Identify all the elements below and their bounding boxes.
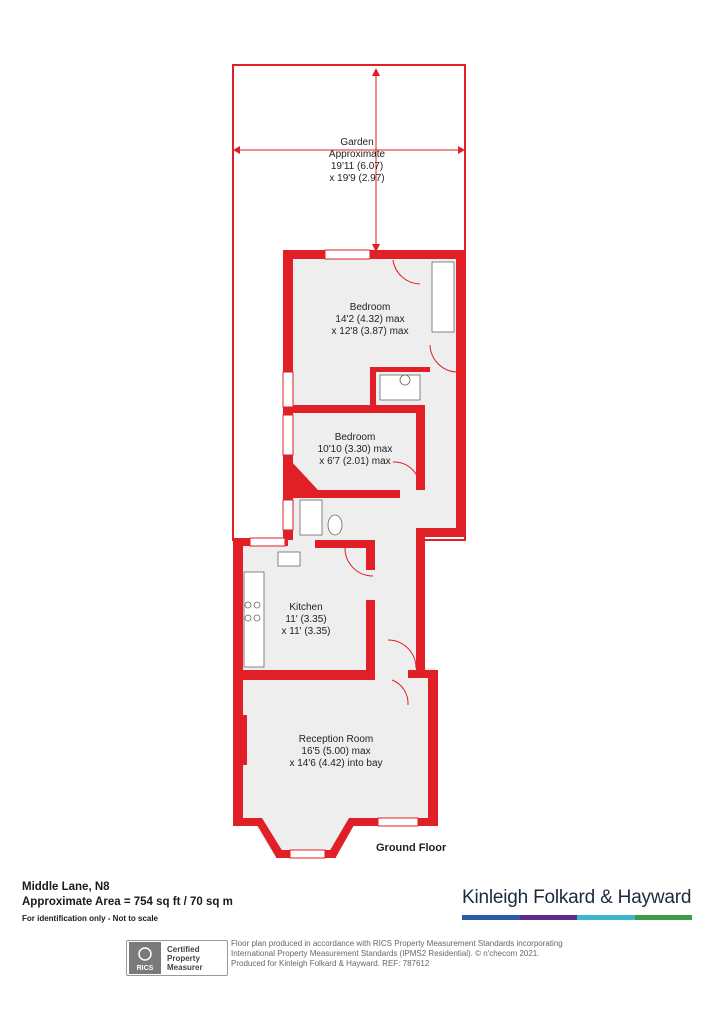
brand-bar-green — [635, 915, 693, 920]
brand-bar-cyan — [577, 915, 635, 920]
reception-dim-2: x 14'6 (4.42) into bay — [289, 758, 383, 769]
garden-dim-1: 19'11 (6.07) — [330, 161, 384, 172]
garden-name: Garden — [340, 137, 374, 148]
reception-name: Reception Room — [298, 734, 374, 745]
garden-dim-2: x 19'9 (2.97) — [329, 173, 385, 184]
bedroom2-dim-2: x 6'7 (2.01) max — [319, 456, 391, 467]
kitchen-name: Kitchen — [289, 602, 323, 613]
reception-label — [289, 734, 382, 769]
bedroom1-dim-1: 14'2 (4.32) max — [335, 314, 405, 325]
rics-logo-text: RICS — [136, 965, 154, 972]
garden-subtitle: Approximate — [328, 149, 386, 160]
kitchen-dim-2: x 11' (3.35) — [281, 626, 331, 637]
scale-disclaimer: For identification only - Not to scale — [22, 914, 159, 923]
reception-dim-1: 16'5 (5.00) max — [301, 746, 371, 757]
property-info — [22, 880, 342, 923]
rics-line-3: Measurer — [167, 962, 203, 972]
measurement-notice — [231, 939, 701, 969]
bedroom2-name: Bedroom — [334, 432, 376, 443]
notice-line-1: Floor plan produced in accordance with RICS Property Measurement Standards incorporating — [231, 939, 563, 948]
rics-logo — [129, 942, 161, 974]
bedroom1-dim-2: x 12'8 (3.87) max — [331, 326, 409, 337]
bedroom2-dim-1: 10'10 (3.30) max — [317, 444, 393, 455]
rics-badge-text — [167, 945, 203, 972]
brand-block — [462, 887, 692, 920]
rics-line-2: Property — [167, 953, 200, 963]
kitchen-dim-1: 11' (3.35) — [285, 614, 327, 625]
rics-line-1: Certified — [167, 944, 200, 954]
rics-certification-badge — [126, 940, 228, 976]
floor-label: Ground Floor — [376, 842, 447, 854]
brand-name: Kinleigh Folkard & Hayward — [462, 887, 692, 908]
property-area: Approximate Area = 754 sq ft / 70 sq m — [22, 896, 233, 908]
brand-color-bar — [462, 915, 692, 920]
brand-bar-blue — [462, 915, 520, 920]
brand-bar-purple — [520, 915, 578, 920]
notice-line-2: International Property Measurement Standards (IPMS2 Residential). © n'checom 2021. — [231, 949, 540, 958]
notice-line-3: Produced for Kinleigh Folkard & Hayward. REF: 787612 — [231, 959, 430, 968]
property-address: Middle Lane, N8 — [22, 881, 110, 893]
bedroom1-name: Bedroom — [349, 302, 391, 313]
